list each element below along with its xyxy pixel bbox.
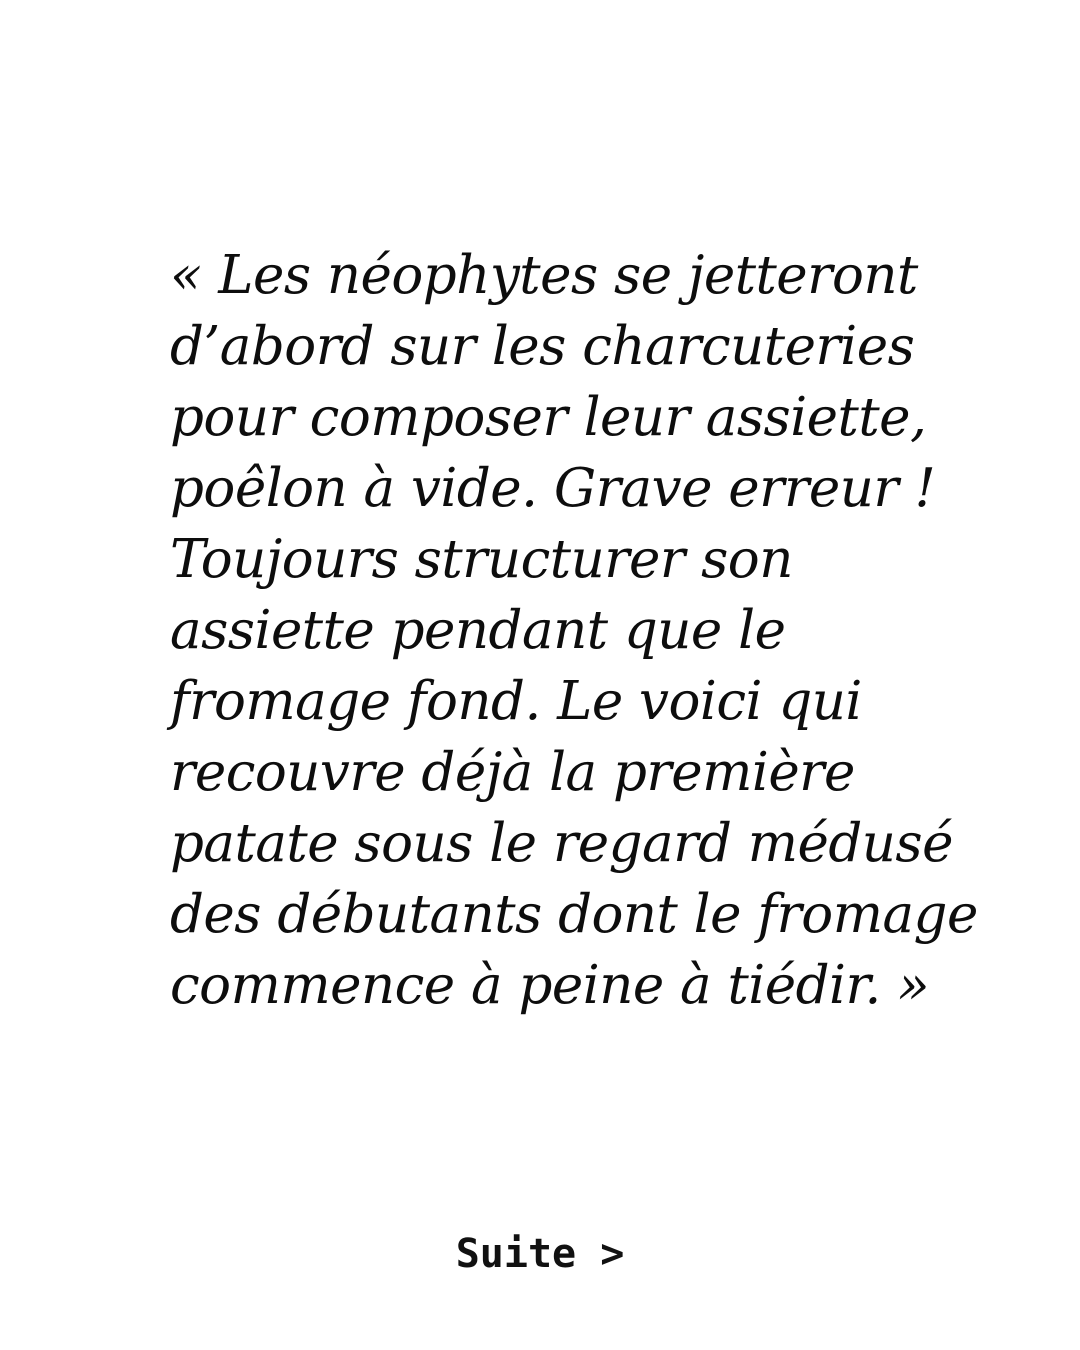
quote-line: « Les néophytes se jetteront [170, 245, 918, 306]
quote-block [170, 240, 978, 1021]
next-link[interactable]: Suite > [455, 1231, 625, 1277]
quote-line: d’abord sur les charcuteries [170, 316, 915, 377]
quote-line: fromage fond. Le voici qui [170, 671, 862, 732]
quote-line: assiette pendant que le [170, 600, 786, 661]
quote-line: pour composer leur assiette, [170, 387, 927, 448]
quote-line: commence à peine à tiédir. » [170, 955, 930, 1016]
quote-line: patate sous le regard médusé [170, 813, 953, 874]
quote-line: des débutants dont le fromage [170, 884, 978, 945]
quote-line: recouvre déjà la première [170, 742, 855, 803]
quote-line: poêlon à vide. Grave erreur ! [170, 458, 936, 519]
quote-line: Toujours structurer son [170, 529, 793, 590]
